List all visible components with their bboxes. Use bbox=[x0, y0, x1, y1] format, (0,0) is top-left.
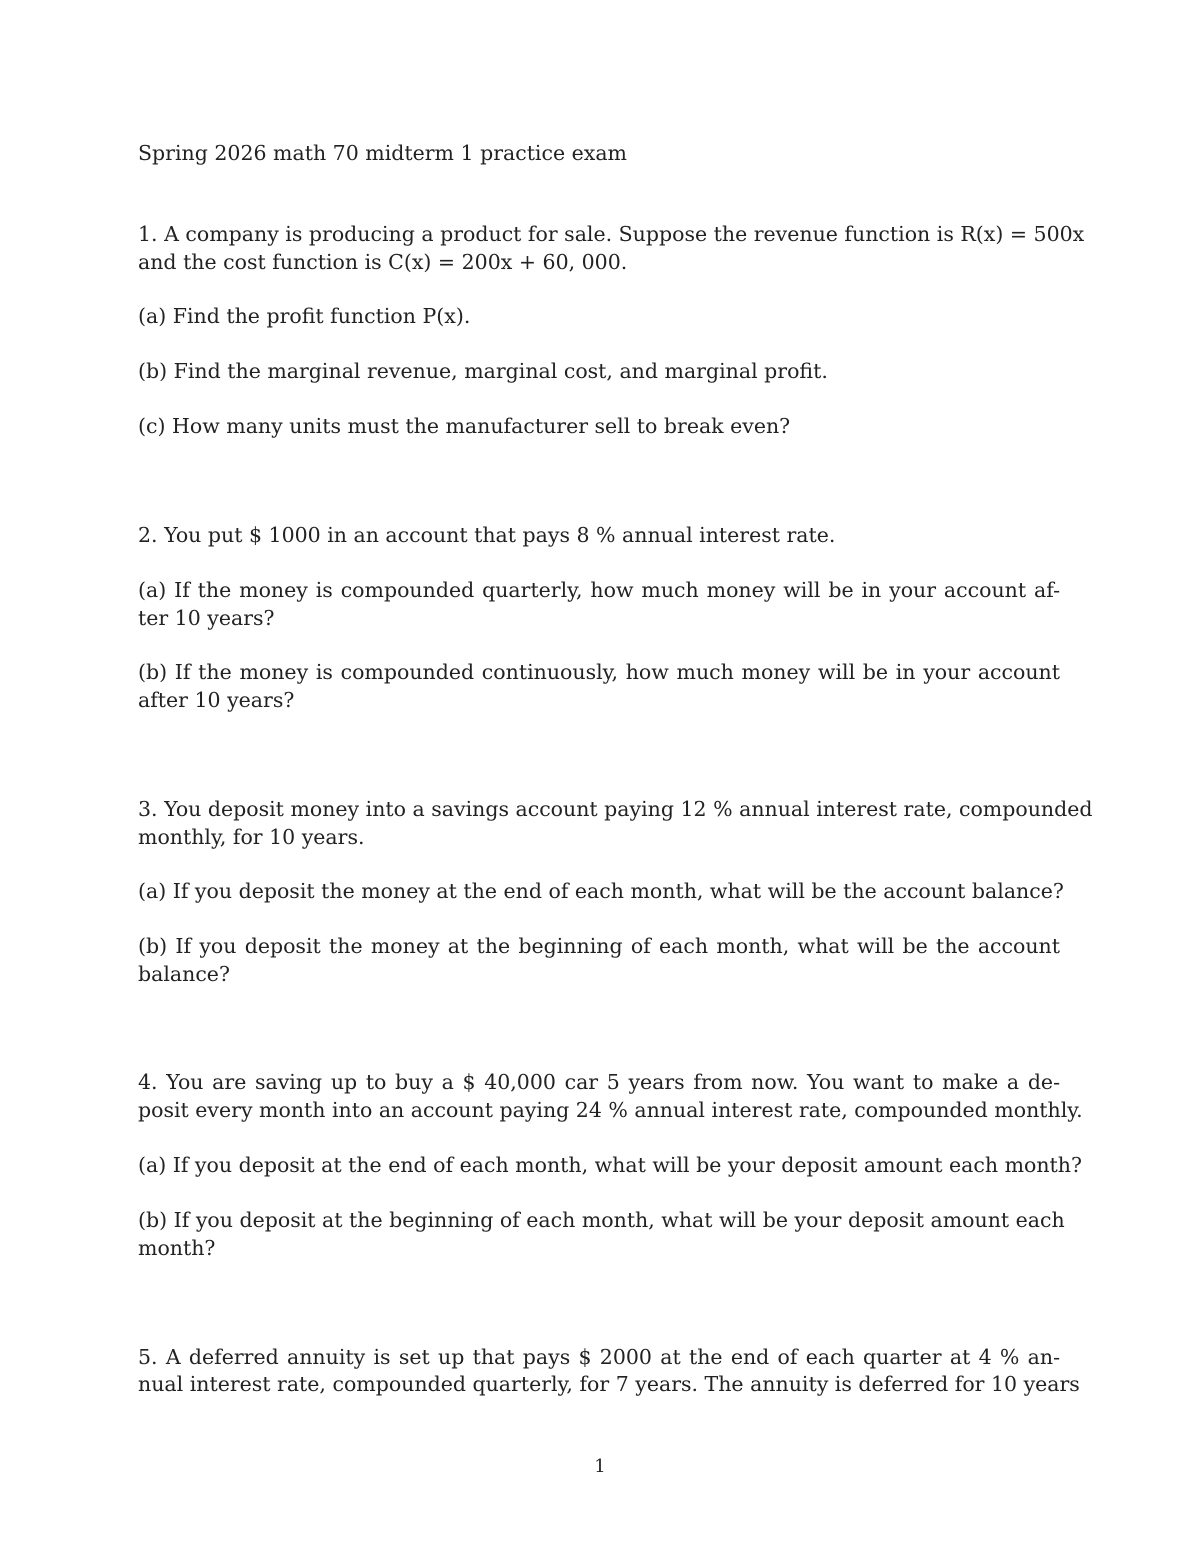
problem-1-stem-line-2: and the cost function is C(x) = 200x + 60, 000. bbox=[138, 250, 628, 274]
exam-title: Spring 2026 math 70 midterm 1 practice exam bbox=[138, 141, 627, 165]
problem-1-part-c: (c) How many units must the manufacturer sell to break even? bbox=[138, 414, 791, 438]
problem-3-part-b-line-1: (b) If you deposit the money at the beginning of each month, what will be the account bbox=[138, 934, 1060, 958]
problem-3-stem-line-1: 3. You deposit money into a savings account paying 12 % annual interest rate, compounded bbox=[138, 797, 1093, 821]
problem-2-stem-line-1: 2. You put $ 1000 in an account that pays 8 % annual interest rate. bbox=[138, 523, 836, 547]
problem-5-stem-line-2: nual interest rate, compounded quarterly, for 7 years. The annuity is deferred for 10 years bbox=[138, 1372, 1080, 1396]
problem-3-part-b-line-2: balance? bbox=[138, 962, 230, 986]
problem-2-part-a-line-1: (a) If the money is compounded quarterly, how much money will be in your account af- bbox=[138, 578, 1060, 602]
problem-1-part-b: (b) Find the marginal revenue, marginal cost, and marginal profit. bbox=[138, 359, 828, 383]
problem-4-part-b-line-2: month? bbox=[138, 1236, 216, 1260]
problem-3-part-a: (a) If you deposit the money at the end of each month, what will be the account balance? bbox=[138, 879, 1064, 903]
problem-1-part-a: (a) Find the profit function P(x). bbox=[138, 304, 471, 328]
problem-4-part-b-line-1: (b) If you deposit at the beginning of each month, what will be your deposit amount each bbox=[138, 1208, 1065, 1232]
page-number: 1 bbox=[594, 1456, 606, 1477]
problem-3-stem-line-2: monthly, for 10 years. bbox=[138, 825, 365, 849]
problem-1-stem-line-1: 1. A company is producing a product for sale. Suppose the revenue function is R(x) = 500x bbox=[138, 222, 1085, 246]
problem-2-part-a-line-2: ter 10 years? bbox=[138, 606, 275, 630]
problem-2-part-b-line-2: after 10 years? bbox=[138, 688, 295, 712]
problem-5-stem-line-1: 5. A deferred annuity is set up that pays $ 2000 at the end of each quarter at 4 % an- bbox=[138, 1345, 1060, 1369]
problem-4-part-a: (a) If you deposit at the end of each month, what will be your deposit amount each month? bbox=[138, 1153, 1082, 1177]
problem-4-stem-line-2: posit every month into an account paying 24 % annual interest rate, compounded monthly. bbox=[138, 1098, 1083, 1122]
problem-4-stem-line-1: 4. You are saving up to buy a $ 40,000 car 5 years from now. You want to make a de- bbox=[138, 1070, 1060, 1094]
problem-2-part-b-line-1: (b) If the money is compounded continuously, how much money will be in your account bbox=[138, 660, 1060, 684]
